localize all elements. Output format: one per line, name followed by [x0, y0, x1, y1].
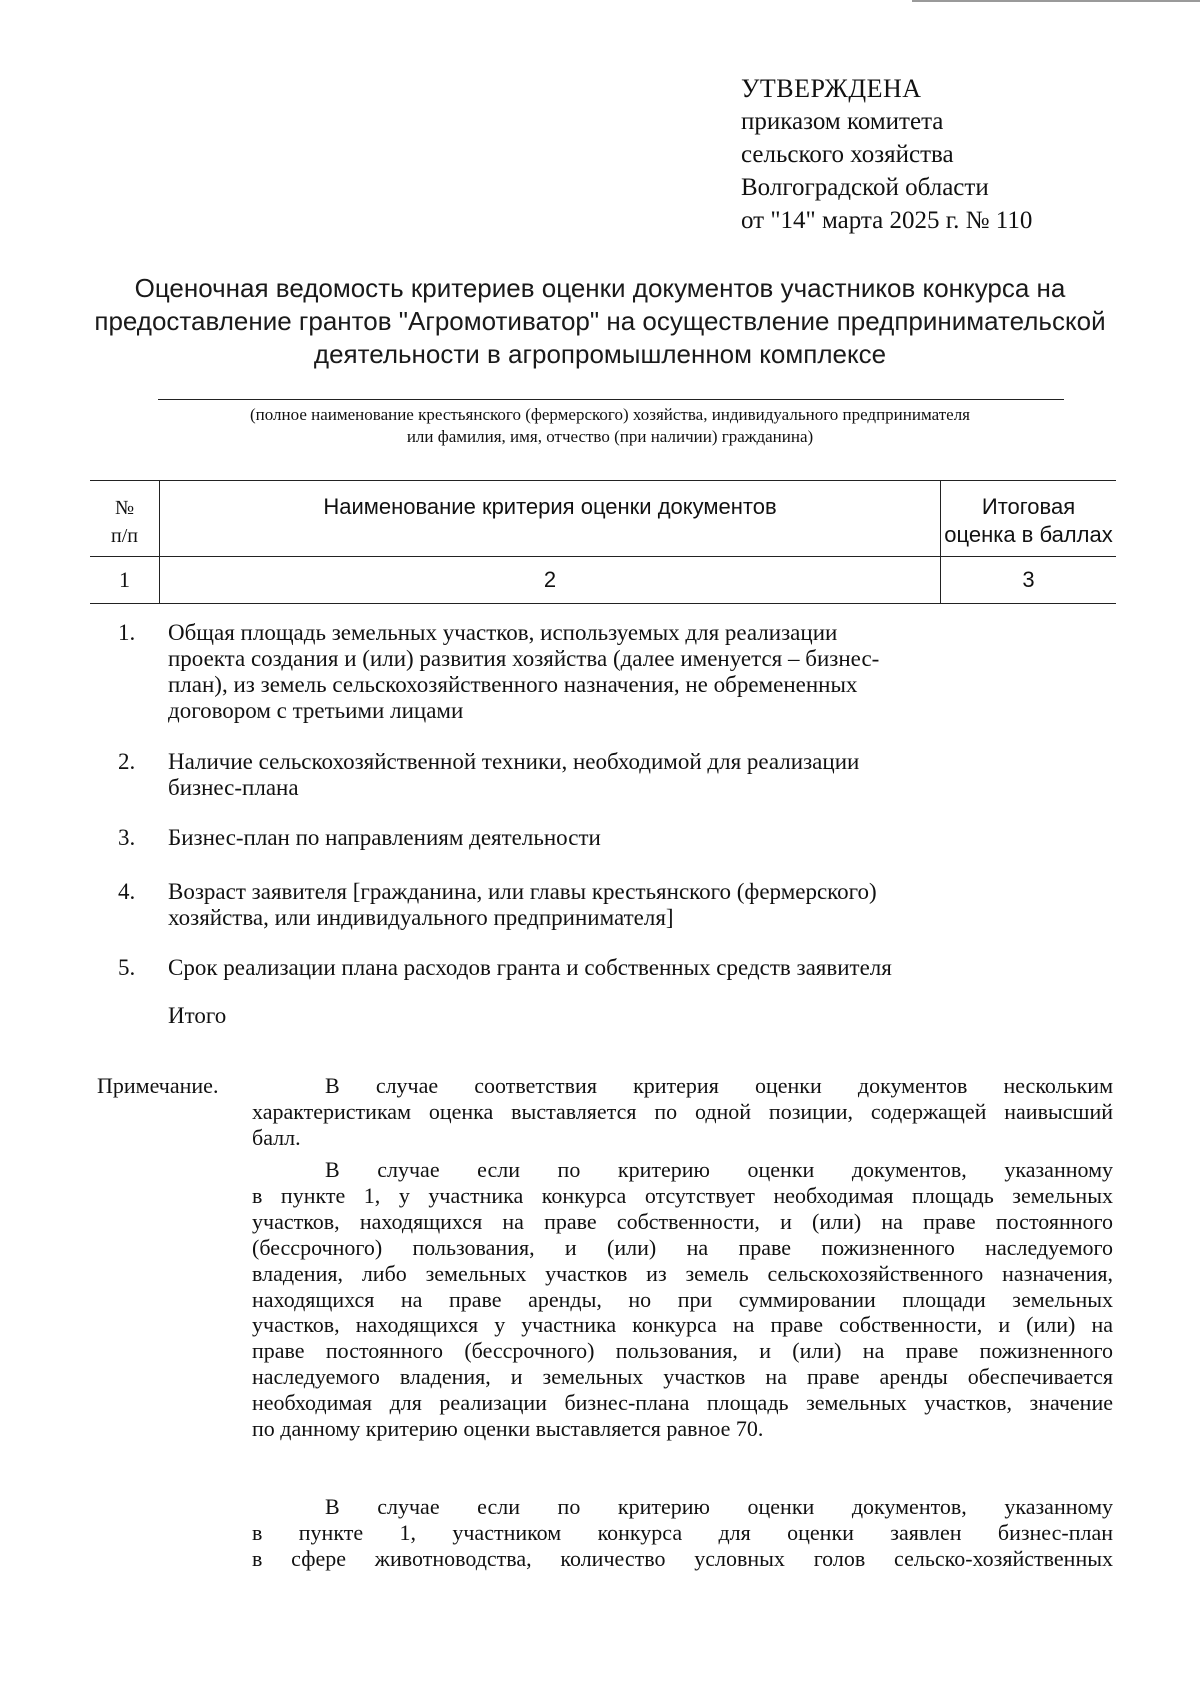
approval-line: Волгоградской области [741, 174, 989, 201]
approval-line: сельского хозяйства [741, 141, 954, 168]
note-line: (бессрочного) пользования, и (или) на праве пожизненного наследуемого [252, 1234, 1113, 1260]
title-line: предоставление грантов "Агромотиватор" на осуществление предпринимательской [94, 306, 1106, 336]
criterion-text-line: хозяйства, или индивидуального предпринимателя] [168, 905, 674, 930]
column-number: 3 [941, 557, 1117, 604]
header-score-cell [941, 481, 1117, 557]
note-line: в сфере животноводства, количество условных голов сельско-хозяйственных [252, 1545, 1113, 1571]
note-paragraph [252, 1073, 1113, 1151]
note-line: в пункте 1, участником конкурса для оценки заявлен бизнес-план [252, 1519, 1113, 1545]
header-number-symbol: № [114, 497, 135, 519]
header-number-cell [90, 481, 160, 557]
column-number: 2 [160, 557, 941, 604]
note-line: В случае если по критерию оценки документов, указанному [325, 1494, 1113, 1519]
note-paragraph [252, 1157, 1113, 1442]
criterion-number: 5. [118, 955, 136, 980]
note-line: по данному критерию оценки выставляется равное 70. [252, 1416, 764, 1442]
note-line: владения, либо земельных участков из земель сельскохозяйственного назначения, [252, 1260, 1113, 1286]
approval-order-date: от "14" марта 2025 г. № 110 [741, 207, 1033, 234]
header-score-line: оценка в баллах [944, 522, 1113, 547]
criterion-number: 1. [118, 620, 136, 645]
note-line: участков, находящихся на праве собственности, и (или) на праве постоянного [252, 1208, 1113, 1234]
criterion-number: 2. [118, 749, 136, 774]
applicant-fill-line [158, 399, 1064, 400]
criterion-text-line: Общая площадь земельных участков, используемых для реализации [168, 620, 838, 645]
document-title [60, 272, 1140, 371]
table-header-row [90, 481, 1116, 557]
criterion-text-line: Срок реализации плана расходов гранта и собственных средств заявителя [168, 955, 892, 980]
scan-edge-line [912, 0, 1200, 2]
column-number: 1 [90, 557, 160, 604]
criterion-text-line: бизнес-плана [168, 775, 299, 800]
total-label: Итого [168, 1003, 227, 1028]
title-line: Оценочная ведомость критериев оценки документов участников конкурса на [134, 273, 1066, 303]
note-line: участков, находящихся у участника конкурса на праве собственности, и (или) на [252, 1312, 1113, 1338]
table-column-numbers-row [90, 557, 1116, 604]
note-line: балл. [252, 1124, 301, 1150]
note-line: необходимая для реализации бизнес-плана площадь земельных участков, значение [252, 1390, 1113, 1416]
criterion-text-line: проекта создания и (или) развития хозяйства (далее именуется – бизнес- [168, 646, 880, 671]
caption-line: или фамилия, имя, отчество (при наличии) гражданина) [406, 427, 814, 446]
applicant-caption [150, 404, 1070, 448]
note-line: В случае соответствия критерия оценки документов нескольким [325, 1073, 1113, 1098]
criterion-number: 3. [118, 825, 136, 850]
note-line: праве постоянного (бессрочного) пользования, и (или) на праве пожизненного [252, 1338, 1113, 1364]
header-score-line: Итоговая [981, 494, 1076, 519]
note-line: в пункте 1, у участника конкурса отсутствует необходимая площадь земельных [252, 1182, 1113, 1208]
header-criterion-name: Наименование критерия оценки документов [160, 481, 941, 557]
approval-heading: УТВЕРЖДЕНА [741, 74, 922, 103]
criterion-text-line: Бизнес-план по направлениям деятельности [168, 825, 601, 850]
header-number-abbr: п/п [111, 525, 138, 547]
criterion-text-line: договором с третьими лицами [168, 698, 464, 723]
note-line: наследуемого владения, и земельных участков на праве аренды обеспечивается [252, 1364, 1113, 1390]
criteria-table-header [90, 480, 1116, 604]
note-line: находящихся на праве аренды, но при суммировании площади земельных [252, 1286, 1113, 1312]
title-line: деятельности в агропромышленном комплексе [313, 339, 887, 369]
criterion-text-line: Возраст заявителя [гражданина, или главы крестьянского (фермерского) [168, 879, 877, 904]
note-line: В случае если по критерию оценки документов, указанному [325, 1157, 1113, 1182]
note-line: характеристикам оценка выставляется по одной позиции, содержащей наивысший [252, 1098, 1113, 1124]
approval-line: приказом комитета [741, 108, 944, 135]
criterion-number: 4. [118, 879, 136, 904]
caption-line: (полное наименование крестьянского (фермерского) хозяйства, индивидуального предпринимателя [250, 405, 970, 424]
criterion-text-line: план), из земель сельскохозяйственного назначения, не обремененных [168, 672, 858, 697]
note-label: Примечание. [97, 1073, 219, 1098]
note-paragraph [252, 1494, 1113, 1572]
approval-stamp [741, 72, 1032, 237]
criterion-text-line: Наличие сельскохозяйственной техники, необходимой для реализации [168, 749, 860, 774]
